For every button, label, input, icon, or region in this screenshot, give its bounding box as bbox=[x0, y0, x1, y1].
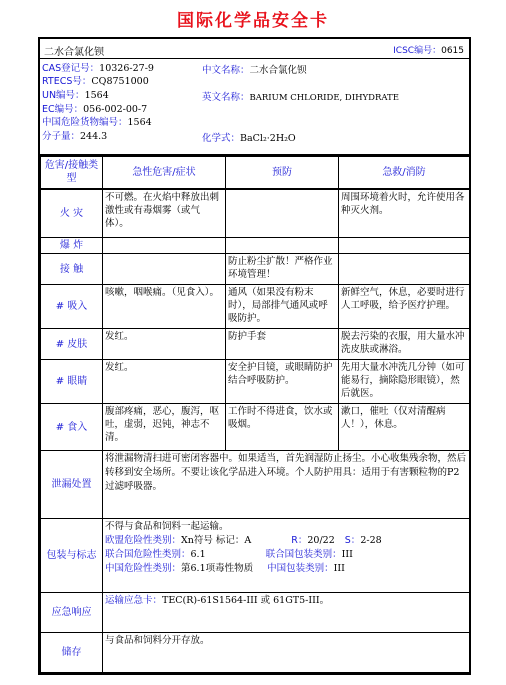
table-row bbox=[41, 238, 470, 254]
table-row bbox=[41, 329, 470, 360]
eu-label: 欧盟危险性类别： bbox=[105, 535, 182, 546]
column-header: 急救/消防 bbox=[339, 157, 470, 189]
cn-label: 中国危险货物编号： bbox=[42, 117, 128, 128]
rtecs-value: CQ8751000 bbox=[91, 76, 149, 87]
table-header-row bbox=[41, 157, 470, 189]
cn-class-label: 中国危险性类别： bbox=[105, 563, 182, 574]
chemical-name: 二水合氯化钡 bbox=[44, 47, 104, 58]
symptom-cell: 不可燃。在火焰中释放出刺激性或有毒烟雾（或气体）。 bbox=[103, 189, 226, 238]
cas-label: CAS登记号： bbox=[42, 63, 100, 74]
emergency-card-value: TEC(R)-61S1564-III 或 61GT5-III。 bbox=[162, 595, 330, 606]
first-aid-cell: 漱口，催吐（仅对清醒病人！），休息。 bbox=[339, 404, 470, 451]
cn-line bbox=[42, 116, 152, 130]
formula-line bbox=[202, 130, 296, 144]
column-header: 急性危害/症状 bbox=[103, 157, 226, 189]
cn-pack-value: III bbox=[333, 563, 345, 574]
cas-line bbox=[42, 62, 154, 76]
package-text bbox=[103, 519, 470, 593]
hazard-table bbox=[40, 156, 470, 673]
first-aid-cell bbox=[339, 238, 470, 254]
row-label: # 眼睛 bbox=[41, 360, 103, 404]
un-class-label: 联合国危险性类别： bbox=[105, 549, 191, 560]
ec-line bbox=[42, 103, 147, 117]
mw-label: 分子量： bbox=[42, 131, 81, 142]
s-label: S： bbox=[344, 535, 361, 546]
row-label: # 吸入 bbox=[41, 285, 103, 329]
un-class-line bbox=[105, 548, 467, 562]
table-row bbox=[41, 254, 470, 285]
r-value: 20/22 bbox=[307, 535, 335, 546]
cn-class-line bbox=[105, 562, 467, 576]
symptom-cell bbox=[103, 254, 226, 285]
identification-block bbox=[40, 59, 469, 156]
first-aid-cell: 新鲜空气，休息，必要时进行人工呼吸，给予医疗护理。 bbox=[339, 285, 470, 329]
table-row bbox=[41, 404, 470, 451]
column-header: 危害/接触类型 bbox=[41, 157, 103, 189]
spill-row bbox=[41, 451, 470, 519]
formula-label: 化学式： bbox=[202, 133, 241, 144]
mw-value: 244.3 bbox=[80, 131, 108, 142]
eu-value: Xn符号 标记：A bbox=[181, 535, 252, 546]
storage-text: 与食品和饲料分开存放。 bbox=[103, 633, 470, 673]
cn-value: 1564 bbox=[127, 117, 152, 128]
prevention-cell: 安全护目镜，或眼睛防护结合呼吸防护。 bbox=[226, 360, 339, 404]
row-label: 包装与标志 bbox=[41, 519, 103, 593]
s-value: 2-28 bbox=[360, 535, 382, 546]
emergency-row bbox=[41, 593, 470, 633]
row-label: 应急响应 bbox=[41, 593, 103, 633]
row-label: # 食入 bbox=[41, 404, 103, 451]
card-title: 国际化学品安全卡 bbox=[177, 11, 329, 31]
first-aid-cell: 脱去污染的衣服，用大量水冲洗皮肤或淋浴。 bbox=[339, 329, 470, 360]
icsc-number bbox=[393, 43, 464, 56]
cname-line bbox=[202, 62, 307, 76]
first-aid-cell: 先用大量水冲洗几分钟（如可能易行，摘除隐形眼镜），然后就医。 bbox=[339, 360, 470, 404]
prevention-cell: 防止粉尘扩散！严格作业环境管理！ bbox=[226, 254, 339, 285]
prevention-cell: 通风（如果没有粉末时），局部排气通风或呼吸防护。 bbox=[226, 285, 339, 329]
un-class-value: 6.1 bbox=[190, 549, 206, 560]
first-aid-cell: 周围环境着火时，允许使用各种灭火剂。 bbox=[339, 189, 470, 238]
formula-value: BaCl₂·2H₂O bbox=[240, 133, 296, 144]
table-row bbox=[41, 189, 470, 238]
un-pack-label: 联合国包装类别： bbox=[265, 549, 342, 560]
row-label: 火 灾 bbox=[41, 189, 103, 238]
symptom-cell: 腹部疼痛，恶心，腹泻，呕吐，虚弱，迟钝，神志不清。 bbox=[103, 404, 226, 451]
prevention-cell: 工作时不得进食，饮水或吸烟。 bbox=[226, 404, 339, 451]
table-row bbox=[41, 360, 470, 404]
column-header: 预防 bbox=[226, 157, 339, 189]
safety-card bbox=[38, 37, 471, 675]
row-label: 泄漏处置 bbox=[41, 451, 103, 519]
un-line bbox=[42, 89, 109, 103]
mw-line bbox=[42, 130, 107, 144]
row-label: 接 触 bbox=[41, 254, 103, 285]
icsc-value: 0615 bbox=[441, 46, 464, 56]
cn-class-value: 第6.1项毒性物质 bbox=[181, 563, 254, 574]
cname-value: 二水合氯化钡 bbox=[249, 65, 307, 76]
un-label: UN编号： bbox=[42, 90, 85, 101]
emergency-text bbox=[103, 593, 470, 633]
spill-text: 将泄漏物清扫进可密闭容器中。如果适当，首先润湿防止扬尘。小心收集残余物，然后转移到安全场所。不要让该化学品进入环境。个人防护用具：适用于有害颗粒物的P2过滤呼吸器。 bbox=[103, 451, 470, 519]
symptom-cell: 发红。 bbox=[103, 329, 226, 360]
rtecs-line bbox=[42, 75, 149, 89]
package-line: 不得与食品和饲料一起运输。 bbox=[105, 521, 229, 532]
un-value: 1564 bbox=[84, 90, 109, 101]
card-header bbox=[40, 39, 469, 59]
cname-label: 中文名称： bbox=[202, 65, 250, 76]
row-label: 储存 bbox=[41, 633, 103, 673]
prevention-cell: 防护手套 bbox=[226, 329, 339, 360]
symptom-cell: 发红。 bbox=[103, 360, 226, 404]
emergency-card-label: 运输应急卡： bbox=[105, 595, 163, 606]
ename-line bbox=[202, 89, 399, 103]
storage-row bbox=[41, 633, 470, 673]
ec-value: 056-002-00-7 bbox=[83, 104, 148, 115]
ename-value: BARIUM CHLORIDE, DIHYDRATE bbox=[249, 93, 399, 103]
table-row bbox=[41, 285, 470, 329]
ename-label: 英文名称： bbox=[202, 92, 250, 103]
prevention-cell bbox=[226, 189, 339, 238]
row-label: 爆 炸 bbox=[41, 238, 103, 254]
un-pack-value: III bbox=[341, 549, 353, 560]
prevention-cell bbox=[226, 238, 339, 254]
icsc-label: ICSC编号： bbox=[393, 46, 442, 56]
rtecs-label: RTECS号： bbox=[42, 76, 92, 87]
symptom-cell bbox=[103, 238, 226, 254]
cn-pack-label: 中国包装类别： bbox=[267, 563, 334, 574]
ec-label: EC编号： bbox=[42, 104, 84, 115]
r-label: R： bbox=[291, 535, 308, 546]
eu-class-line bbox=[105, 534, 467, 548]
cas-value: 10326-27-9 bbox=[99, 63, 154, 74]
package-row bbox=[41, 519, 470, 593]
symptom-cell: 咳嗽，咽喉痛。（见食入）。 bbox=[103, 285, 226, 329]
first-aid-cell bbox=[339, 254, 470, 285]
row-label: # 皮肤 bbox=[41, 329, 103, 360]
